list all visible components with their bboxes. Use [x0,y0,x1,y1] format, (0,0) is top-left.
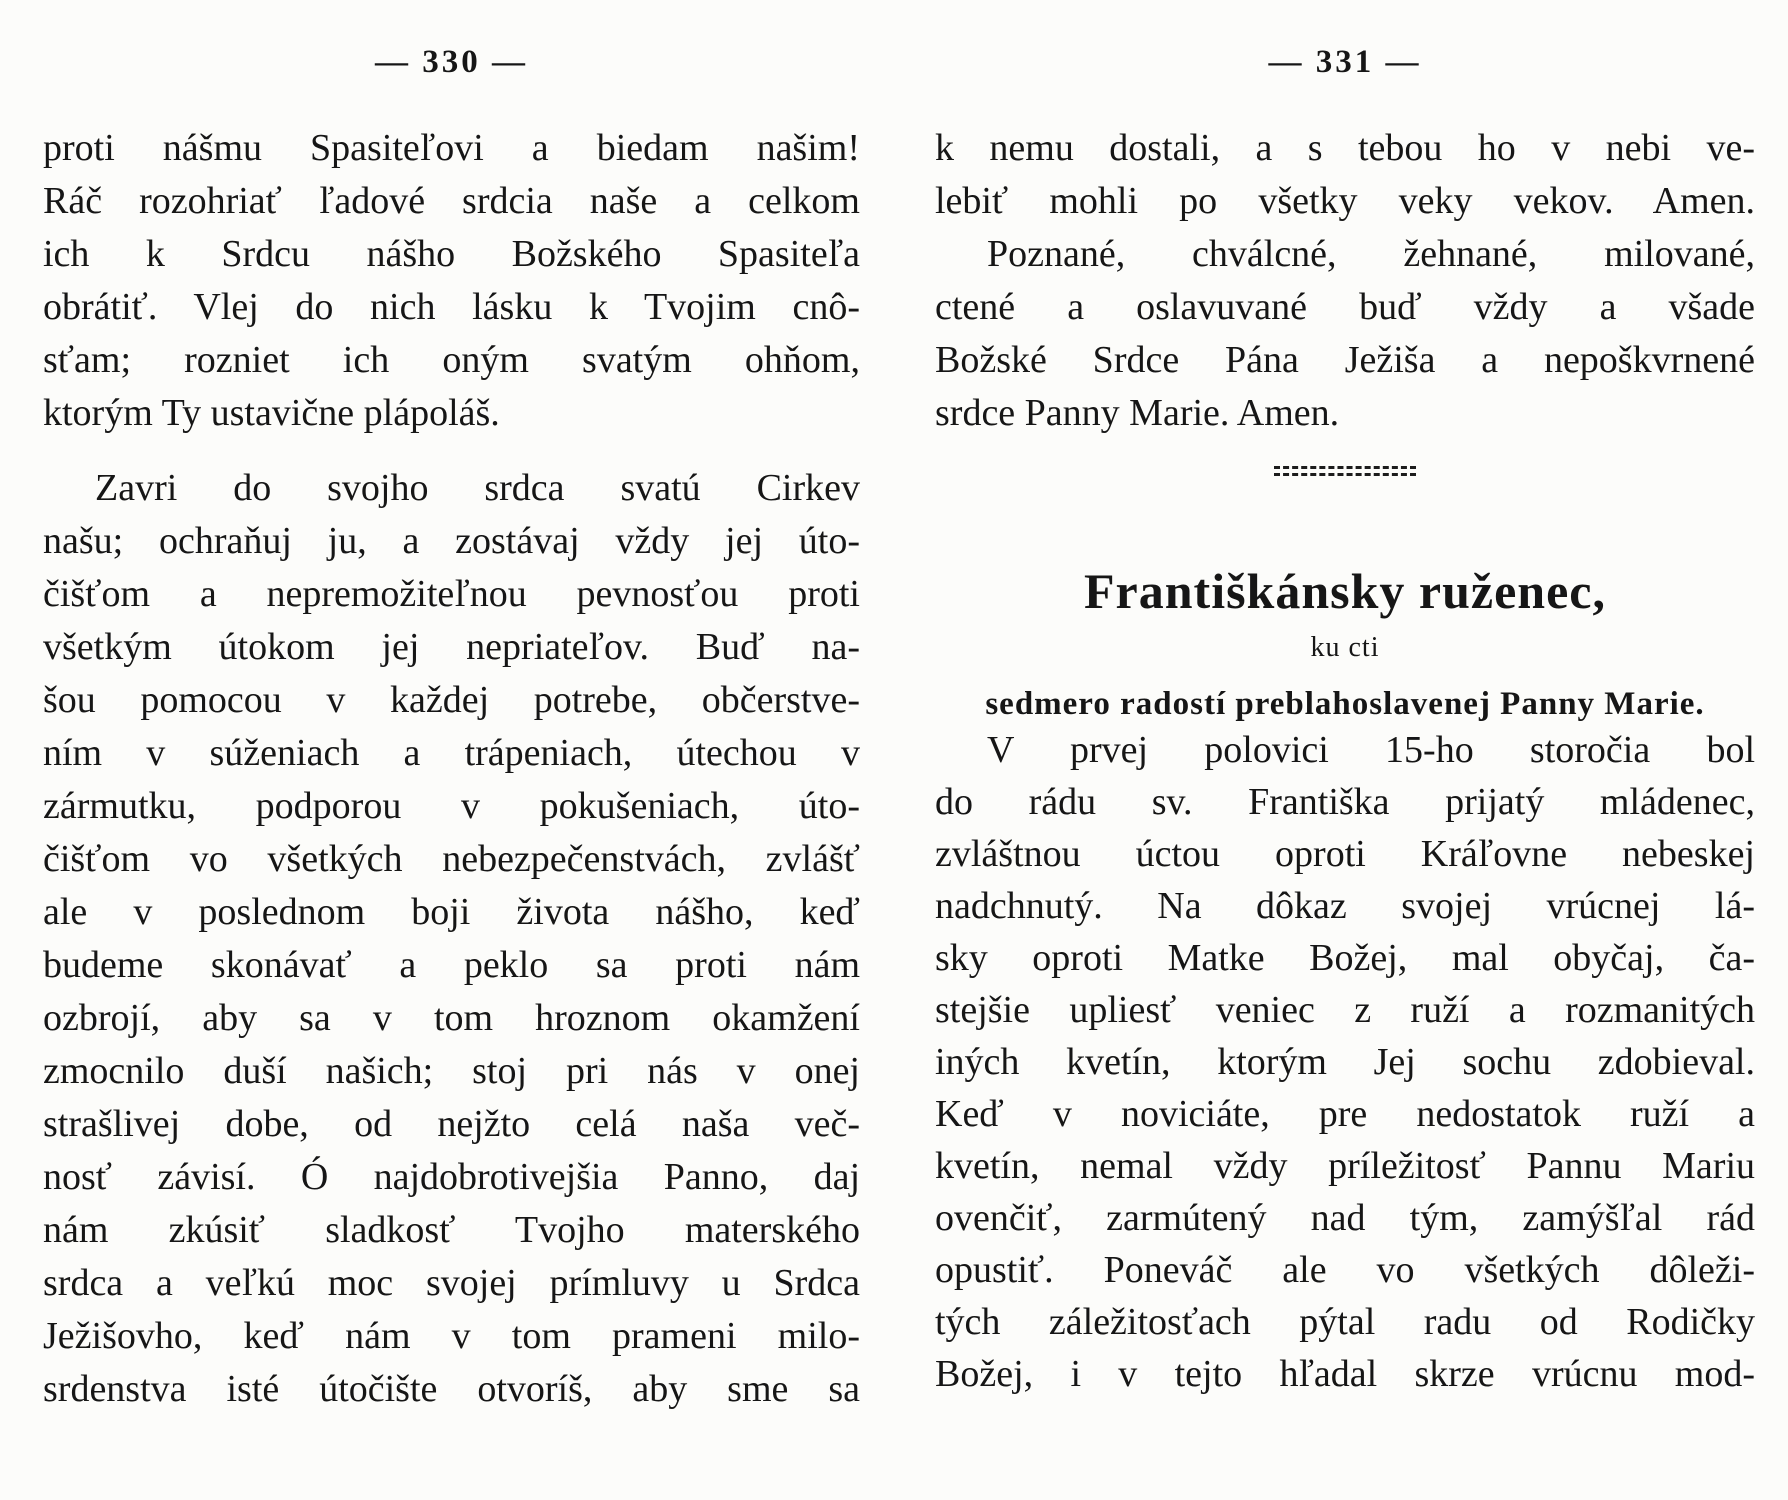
text-line: čišťom vo všetkých nebezpečenstvách, zvlášť [43,838,860,880]
text-line: Božej, i v tejto hľadal skrze vrúcnu mod- [935,1353,1755,1395]
text-line: nám zkúsiť sladkosť Tvojho materského [43,1209,860,1251]
section-subtitle: sedmero radostí preblahoslavenej Panny Marie. [985,686,1705,722]
text-line: šou pomocou v každej potrebe, občerstve- [43,679,860,721]
text-line: Ježišovho, keď nám v tom prameni milo- [43,1315,860,1357]
text-line: Keď v noviciáte, pre nedostatok ruží a [935,1093,1755,1135]
section-divider-rule [1274,466,1416,476]
text-line: našu; ochraňuj ju, a zostávaj vždy jej úto- [43,520,860,562]
text-line: obrátiť. Vlej do nich lásku k Tvojim cnô- [43,286,860,328]
text-line: proti nášmu Spasiteľovi a biedam našim! [43,127,860,169]
text-line: zmocnilo duší našich; stoj pri nás v onej [43,1050,860,1092]
left-page-number: — 330 — [375,44,528,80]
text-line: ale v poslednom boji života nášho, keď [43,891,860,933]
right-page-number: — 331 — [1268,44,1422,80]
text-line: Poznané, chválcné, žehnané, milované, [987,233,1755,275]
text-line: nosť závisí. Ó najdobrotivejšia Panno, daj [43,1156,860,1198]
text-line: zvláštnou úctou oproti Kráľovne nebeskej [935,833,1755,875]
text-line: srdca a veľkú moc svojej prímluvy u Srdca [43,1262,860,1304]
text-line: sťam; rozniet ich oným svatým ohňom, [43,339,860,381]
text-line: budeme skonávať a peklo sa proti nám [43,944,860,986]
text-line: V prvej polovici 15-ho storočia bol [987,729,1755,771]
text-line: Ráč rozohriať ľadové srdcia naše a celkom [43,180,860,222]
right-page-body-paragraph [935,724,1755,1400]
text-line: čišťom a nepremožiteľnou pevnosťou proti [43,573,860,615]
text-line: do rádu sv. Františka prijatý mládenec, [935,781,1755,823]
text-line: strašlivej dobe, od nejžto celá naša več- [43,1103,860,1145]
text-line: ním v súženiach a trápeniach, útechou v [43,732,860,774]
section-dedication: ku cti [1310,632,1380,663]
text-line: nadchnutý. Na dôkaz svojej vrúcnej lá- [935,885,1755,927]
text-line: Božské Srdce Pána Ježiša a nepoškvrnené [935,339,1755,381]
text-line: ich k Srdcu nášho Božského Spasiteľa [43,233,860,275]
text-line: srdenstva isté útočište otvoríš, aby sme sa [43,1368,860,1410]
text-line: zármutku, podporou v pokušeniach, úto- [43,785,860,827]
text-line: kvetín, nemal vždy príležitosť Pannu Mariu [935,1145,1755,1187]
text-line: tých záležitosťach pýtal radu od Rodičky [935,1301,1755,1343]
text-line: srdce Panny Marie. Amen. [935,392,1340,434]
text-line: ozbrojí, aby sa v tom hroznom okamžení [43,997,860,1039]
text-line: všetkým útokom jej nepriateľov. Buď na- [43,626,860,668]
left-page-text-column [43,122,860,1416]
text-line: k nemu dostali, a s tebou ho v nebi ve- [935,127,1755,169]
right-page-intro-paragraphs [935,122,1755,440]
text-line: lebiť mohli po všetky veky vekov. Amen. [935,180,1755,222]
section-title: Františkánsky ruženec, [1084,563,1606,619]
right-page-text-column [935,122,1755,1400]
text-line: ovenčiť, zarmútený nad tým, zamýšľal rád [935,1197,1755,1239]
text-line: ktorým Ty ustavične plápoláš. [43,392,500,434]
text-line: Zavri do svojho srdca svatú Cirkev [95,467,860,509]
text-line: sky oproti Matke Božej, mal obyčaj, ča- [935,937,1755,979]
text-line: ctené a oslavuvané buď vždy a všade [935,286,1755,328]
text-line: iných kvetín, ktorým Jej sochu zdobieval. [935,1041,1755,1083]
text-line: opustiť. Poneváč ale vo všetkých dôleži- [935,1249,1755,1291]
text-line: stejšie upliesť veniec z ruží a rozmanitých [935,989,1755,1031]
